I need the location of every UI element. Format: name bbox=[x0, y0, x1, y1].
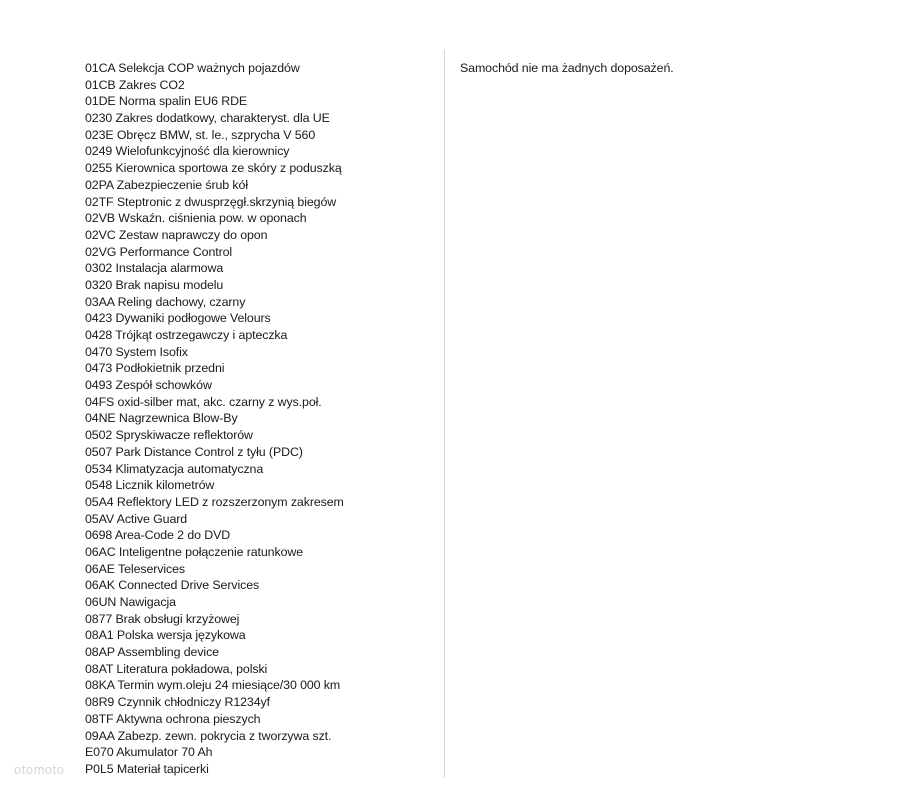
equipment-item: 023E Obręcz BMW, st. le., szprycha V 560 bbox=[85, 127, 316, 142]
equipment-item: 0493 Zespół schowków bbox=[85, 378, 212, 393]
equipment-item: 0249 Wielofunkcyjność dla kierownicy bbox=[85, 144, 290, 159]
equipment-item: 0698 Area-Code 2 do DVD bbox=[85, 528, 231, 543]
equipment-item: 05A4 Reflektory LED z rozszerzonym zakresem bbox=[85, 494, 344, 509]
equipment-item: 06AK Connected Drive Services bbox=[85, 578, 260, 593]
equipment-item: 0507 Park Distance Control z tyłu (PDC) bbox=[85, 444, 303, 459]
equipment-item: 0534 Klimatyzacja automatyczna bbox=[85, 461, 264, 476]
equipment-item: 02TF Steptronic z dwusprzęgł.skrzynią biegów bbox=[85, 194, 337, 209]
equipment-item: 01CA Selekcja COP ważnych pojazdów bbox=[85, 61, 300, 75]
equipment-item: 08TF Aktywna ochrona pieszych bbox=[85, 711, 261, 726]
equipment-item: 08AP Assembling device bbox=[85, 645, 219, 660]
equipment-item: 02PA Zabezpieczenie śrub kół bbox=[85, 177, 248, 192]
equipment-item: E070 Akumulator 70 Ah bbox=[85, 745, 213, 760]
equipment-item: 0423 Dywaniki podłogowe Velours bbox=[85, 311, 271, 326]
equipment-item: 06AC Inteligentne połączenie ratunkowe bbox=[85, 544, 304, 559]
equipment-item: 02VB Wskaźn. ciśnienia pow. w oponach bbox=[85, 211, 307, 226]
column-divider bbox=[444, 50, 445, 778]
equipment-item: 03AA Reling dachowy, czarny bbox=[85, 294, 246, 309]
standard-equipment-column bbox=[85, 60, 435, 778]
equipment-item: 0320 Brak napisu modelu bbox=[85, 277, 224, 292]
equipment-item: 02VG Performance Control bbox=[85, 244, 233, 259]
equipment-item: 09AA Zabezp. zewn. pokrycia z tworzywa szt. bbox=[85, 728, 332, 743]
equipment-item: 0548 Licznik kilometrów bbox=[85, 478, 215, 493]
equipment-item: 08R9 Czynnik chłodniczy R1234yf bbox=[85, 695, 270, 710]
equipment-item: 0428 Trójkąt ostrzegawczy i apteczka bbox=[85, 328, 288, 342]
equipment-item: 01CB Zakres CO2 bbox=[85, 77, 185, 92]
equipment-item: 0470 System Isofix bbox=[85, 344, 188, 359]
equipment-item: 01DE Norma spalin EU6 RDE bbox=[85, 94, 248, 109]
equipment-item: 04FS oxid-silber mat, akc. czarny z wys.poł. bbox=[85, 394, 322, 409]
equipment-item: P0L5 Materiał tapicerki bbox=[85, 761, 209, 776]
no-extras-note: Samochód nie ma żadnych doposażeń. bbox=[460, 61, 674, 75]
equipment-item: 06UN Nawigacja bbox=[85, 595, 176, 609]
equipment-item: 08AT Literatura pokładowa, polski bbox=[85, 661, 268, 676]
equipment-item: 0473 Podłokietnik przedni bbox=[85, 361, 225, 376]
equipment-list bbox=[85, 60, 435, 778]
equipment-item: 06AE Teleservices bbox=[85, 561, 186, 576]
equipment-item: 0302 Instalacja alarmowa bbox=[85, 261, 224, 276]
equipment-item: 0502 Spryskiwacze reflektorów bbox=[85, 428, 253, 443]
equipment-item: 0877 Brak obsługi krzyżowej bbox=[85, 611, 240, 626]
equipment-item: 0230 Zakres dodatkowy, charakteryst. dla UE bbox=[85, 111, 330, 126]
equipment-item: 0255 Kierownica sportowa ze skóry z poduszką bbox=[85, 161, 342, 176]
extras-column bbox=[460, 60, 880, 77]
equipment-item: 08A1 Polska wersja językowa bbox=[85, 628, 246, 643]
equipment-item: 05AV Active Guard bbox=[85, 511, 188, 526]
equipment-item: 04NE Nagrzewnica Blow-By bbox=[85, 411, 238, 426]
equipment-item: 08KA Termin wym.oleju 24 miesiące/30 000 km bbox=[85, 678, 341, 693]
equipment-item: 02VC Zestaw naprawczy do opon bbox=[85, 227, 268, 242]
watermark-logo: otomoto bbox=[14, 762, 65, 777]
